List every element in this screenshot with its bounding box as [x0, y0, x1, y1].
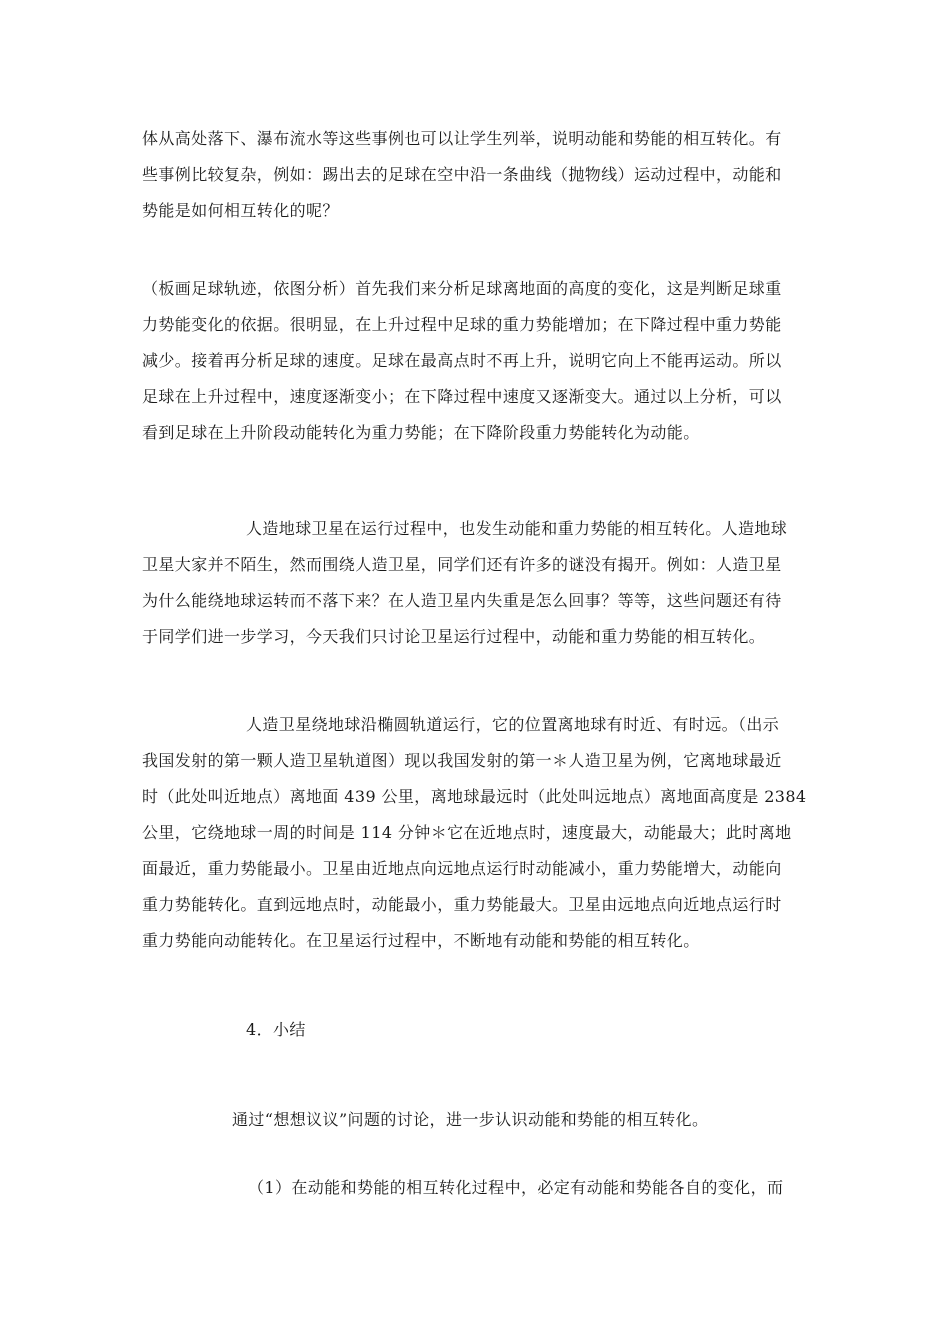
paragraph-football-analysis [142, 271, 810, 451]
section-heading-summary [142, 1012, 810, 1048]
paragraph-line: 人造卫星绕地球沿椭圆轨道运行，它的位置离地球有时近、有时远。（出示 [246, 715, 780, 734]
paragraph-line: 看到足球在上升阶段动能转化为重力势能；在下降阶段重力势能转化为动能。 [142, 423, 700, 442]
paragraph-line: 力势能变化的依据。很明显，在上升过程中足球的重力势能增加；在下降过程中重力势能 [142, 315, 782, 334]
paragraph-line: 面最近，重力势能最小。卫星由近地点向远地点运行时动能减小，重力势能增大，动能向 [142, 859, 782, 878]
paragraph-line: 体从高处落下、瀑布流水等这些事例也可以让学生列举，说明动能和势能的相互转化。有 [142, 129, 782, 148]
paragraph-energy-examples [142, 121, 810, 229]
paragraph-line: 为什么能绕地球运转而不落下来？在人造卫星内失重是怎么回事？等等，这些问题还有待 [142, 591, 782, 610]
paragraph-line: 时（此处叫近地点）离地面 439 公里，离地球最远时（此处叫远地点）离地面高度是 2384 [142, 787, 807, 806]
paragraph-satellite-intro [142, 511, 810, 655]
paragraph-line: 公里，它绕地球一周的时间是 114 分钟＊它在近地点时，速度最大，动能最大；此时离地 [142, 823, 792, 842]
paragraph-line: 势能是如何相互转化的呢？ [142, 201, 339, 220]
paragraph-line: 我国发射的第一颗人造卫星轨道图）现以我国发射的第一＊人造卫星为例，它离地球最近 [142, 751, 782, 770]
paragraph-line: 些事例比较复杂，例如：踢出去的足球在空中沿一条曲线（抛物线）运动过程中，动能和 [142, 165, 782, 184]
paragraph-line: 重力势能向动能转化。在卫星运行过程中，不断地有动能和势能的相互转化。 [142, 931, 700, 950]
paragraph-discussion [142, 1102, 810, 1138]
paragraph-line: 减少。接着再分析足球的速度。足球在最高点时不再上升，说明它向上不能再运动。所以 [142, 351, 782, 370]
paragraph-line: 通过“想想议议”问题的讨论，进一步认识动能和势能的相互转化。 [232, 1110, 709, 1129]
paragraph-satellite-orbit [142, 707, 810, 959]
paragraph-line: 卫星大家并不陌生，然而围绕人造卫星，同学们还有许多的谜没有揭开。例如：人造卫星 [142, 555, 782, 574]
paragraph-line: 于同学们进一步学习，今天我们只讨论卫星运行过程中，动能和重力势能的相互转化。 [142, 627, 766, 646]
paragraph-line: （板画足球轨迹，依图分析）首先我们来分析足球离地面的高度的变化，这是判断足球重 [142, 279, 782, 298]
paragraph-line: 人造地球卫星在运行过程中，也发生动能和重力势能的相互转化。人造地球 [246, 519, 788, 538]
paragraph-line: 重力势能转化。直到远地点时，动能最小，重力势能最大。卫星由远地点向近地点运行时 [142, 895, 782, 914]
heading-line: 4．小结 [246, 1020, 306, 1039]
paragraph-point-one [142, 1170, 810, 1206]
paragraph-line: 足球在上升过程中，速度逐渐变小；在下降过程中速度又逐渐变大。通过以上分析，可以 [142, 387, 782, 406]
paragraph-line: （1）在动能和势能的相互转化过程中，必定有动能和势能各自的变化，而 [248, 1178, 784, 1197]
